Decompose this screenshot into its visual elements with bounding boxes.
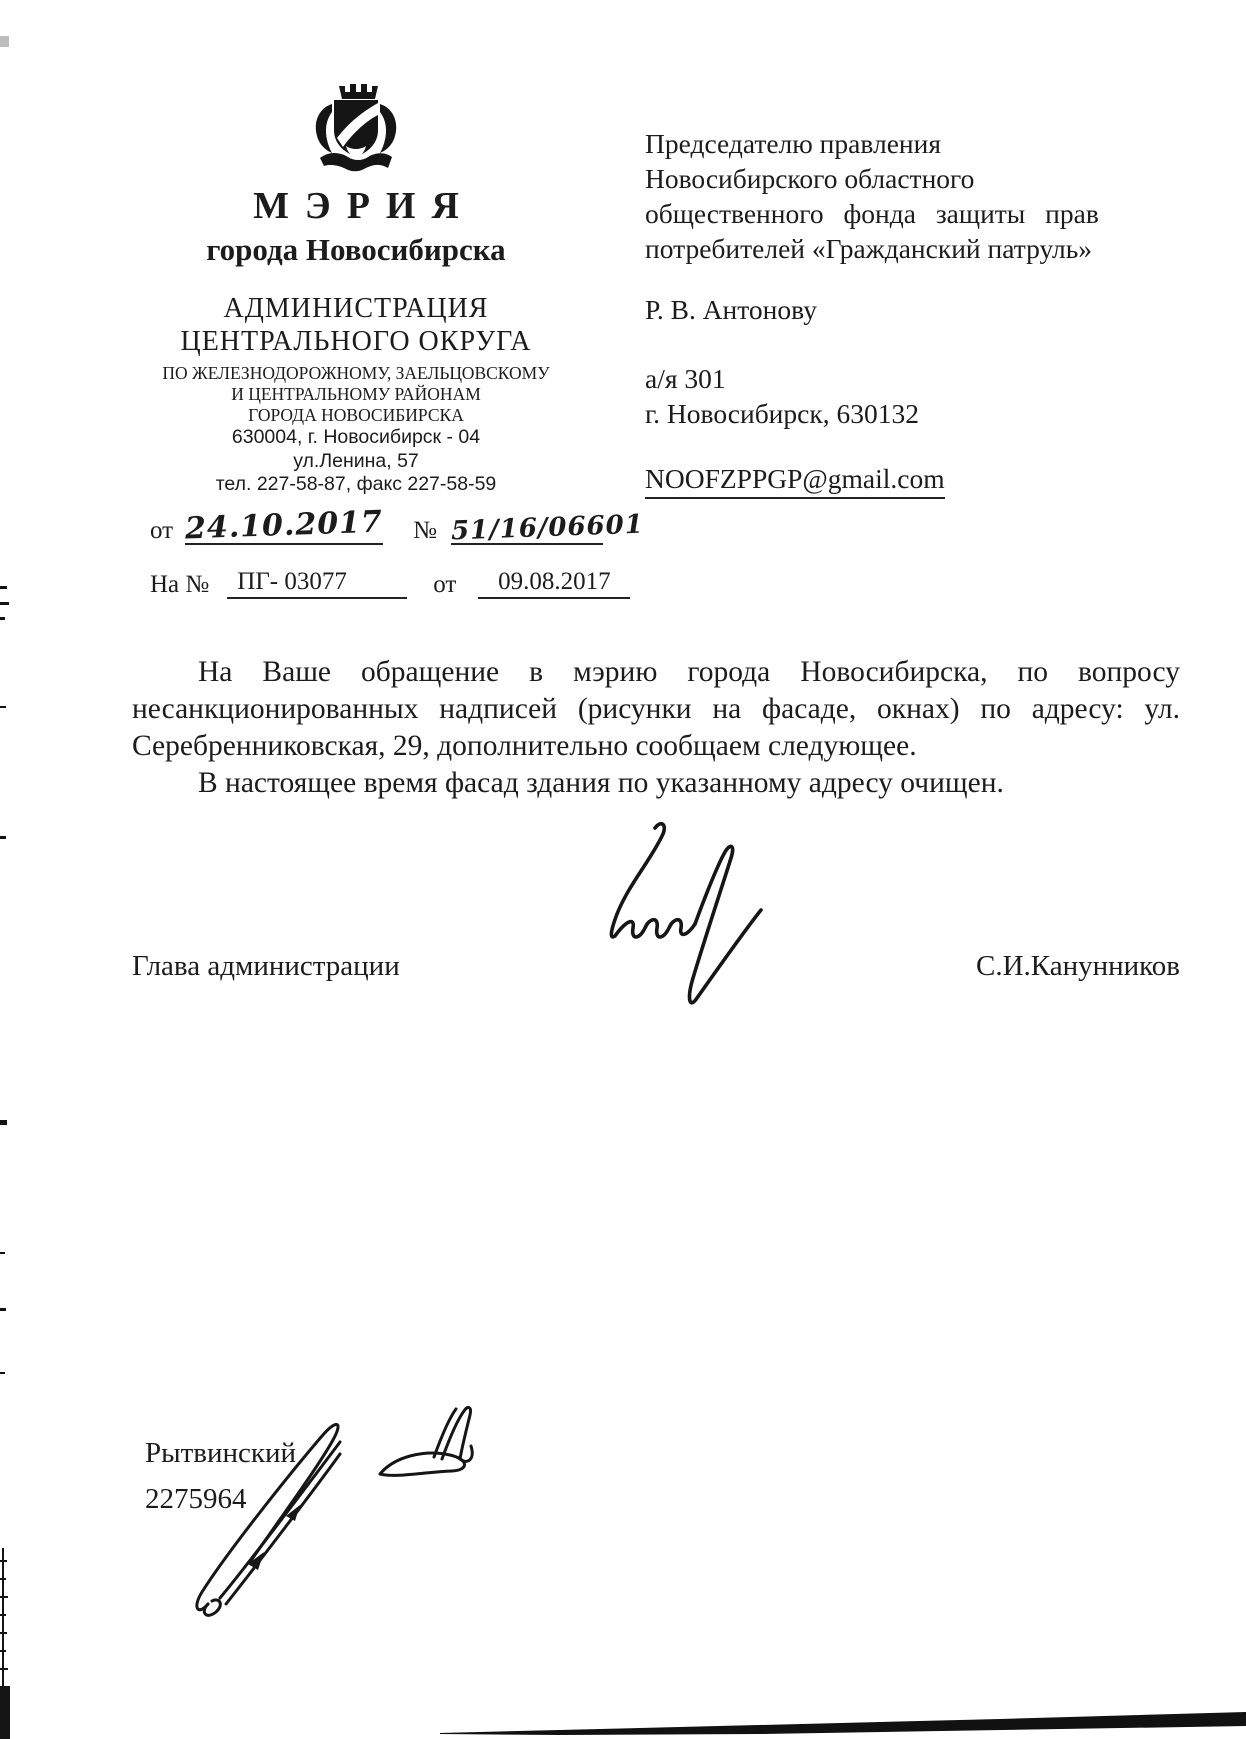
- sender-block: [128, 80, 584, 497]
- signer-title: Глава администрации: [132, 950, 400, 982]
- org-city: города Новосибирска: [206, 232, 506, 267]
- reply-number-field: ПГ- 03077: [227, 568, 407, 599]
- phone-fax: тел. 227-58-87, факс 227-58-59: [215, 473, 497, 495]
- executor-phone: 2275964: [145, 1483, 247, 1515]
- executor-name: Рытвинский: [145, 1437, 297, 1469]
- signer-name: С.И.Канунников: [975, 950, 1180, 982]
- scan-artifact-tick: [0, 1578, 6, 1580]
- districts-line-1: ПО ЖЕЛЕЗНОДОРОЖНОМУ, ЗАЕЛЬЦОВСКОМУ: [162, 363, 550, 383]
- reply-from-label: от: [433, 571, 457, 598]
- recipient-name: Р. В. Антонову: [645, 294, 817, 325]
- executor-signature-flourish-ink: [376, 1400, 482, 1502]
- outgoing-number-field: [450, 509, 645, 547]
- body-paragraph-1: На Ваше обращение в мэрию города Новосибирска, по вопросу несанкционированных надписей (рисунки на фасаде, окнах) по адресу: ул. Серебренниковская, 29, дополнительно сообщаем следующее.: [132, 656, 1180, 762]
- recipient-email: NOOFZPPGP@gmail.com: [645, 461, 945, 499]
- from-label: от: [150, 517, 174, 544]
- scan-artifact-tick: [0, 1596, 8, 1598]
- scan-artifact-dash: [0, 836, 6, 839]
- recipient-line-3: общественного фонда защиты прав: [645, 198, 1099, 229]
- handwritten-number: 51/16/06601: [450, 509, 645, 547]
- reply-label: На №: [150, 571, 210, 598]
- executor-signature-ink: [190, 1412, 370, 1627]
- scan-artifact-tick: [0, 1650, 6, 1652]
- head-signature-ink: [545, 818, 785, 1028]
- outgoing-ref-row: [150, 504, 645, 547]
- recipient-line-2: Новосибирского областного: [645, 163, 975, 194]
- outgoing-date-field: [184, 504, 384, 547]
- reply-date-field: 09.08.2017: [478, 568, 630, 599]
- org-name: МЭРИЯ: [253, 185, 475, 227]
- districts-block: [128, 363, 584, 426]
- admin-line-1: АДМИНИСТРАЦИЯ: [223, 293, 489, 324]
- scan-artifact-dash: [0, 1120, 7, 1125]
- body-paragraph-2: В настоящее время фасад здания по указанному адресу очищен.: [198, 767, 1004, 799]
- postal-address: 630004, г. Новосибирск - 04: [231, 426, 481, 448]
- scan-artifact-dash: [0, 1308, 6, 1311]
- scan-artifact-dash: [0, 1252, 5, 1254]
- districts-line-2: И ЦЕНТРАЛЬНОМУ РАЙОНАМ: [231, 384, 481, 404]
- scan-artifact-tick: [0, 1560, 7, 1562]
- scan-artifact-dash: [0, 1372, 5, 1374]
- scan-artifact-dash: [0, 706, 6, 708]
- number-sign: №: [413, 517, 437, 544]
- admin-line-2: ЦЕНТРАЛЬНОГО ОКРУГА: [180, 326, 532, 357]
- novosibirsk-coat-of-arms-icon: [308, 80, 404, 176]
- handwritten-date: 24.10.2017: [184, 504, 384, 547]
- admin-block: [128, 292, 584, 358]
- letter-body: [132, 654, 1180, 802]
- scan-artifact-tick: [0, 1632, 7, 1634]
- scan-artifact-smudge: [0, 36, 9, 47]
- scan-artifact-bottom-strip: [0, 1705, 1246, 1739]
- recipient-line-4: потребителей «Гражданский патруль»: [645, 233, 1093, 264]
- scan-artifact-tick: [0, 1668, 8, 1670]
- reply-ref-row: [150, 568, 630, 599]
- scan-artifact-tick: [0, 1614, 6, 1616]
- scan-artifact-dash: [0, 586, 7, 589]
- recipient-po-box: а/я 301: [645, 363, 726, 394]
- recipient-block: [645, 126, 1187, 499]
- street-address: ул.Ленина, 57: [293, 449, 419, 472]
- districts-line-3: ГОРОДА НОВОСИБИРСКА: [248, 405, 464, 425]
- recipient-city: г. Новосибирск, 630132: [645, 398, 919, 429]
- scan-artifact-dash: [0, 602, 9, 605]
- recipient-line-1: Председателю правления: [645, 128, 941, 159]
- scan-artifact-dash: [0, 617, 5, 620]
